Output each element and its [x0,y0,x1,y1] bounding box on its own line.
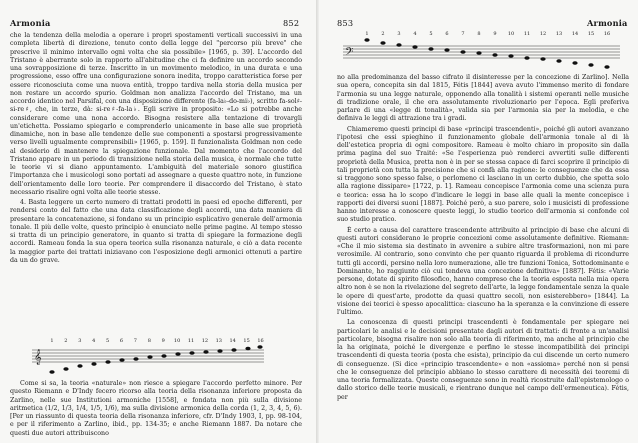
harmonic-number: 14 [571,31,579,37]
music-staff-figure [339,30,624,70]
harmonic-number: 10 [507,31,515,37]
paragraph: È certo a causa del carattere trascendente attribuito al principio di base che alcuni di questi autori considerano le proprie concezioni come assolutamente definitive. Riemann: «Che il mio sistema sia destinato in avvenire a subire altre trasformazioni, non mi pare verosimile. Al contrario, sono convinto che per quanto riguarda il problema di ricondurre tutti gli accordi, persino nella loro numerazione, alle tre funzioni Tonica, Sottodominante e Dominante, ho raggiunto ciò cui tendeva una concezione definitiva» [1887]. Fétis: «Varie persone, dotate di spirito filosofico, hanno compreso che la teoria esposta nella mia opera altro non è se non la rivelazione del segreto dell'arte, la legge fondamentale senza la quale le opere di quest'arte, prodotte da quasi quattro secoli, non esisterebbero» [1844]. La visione dei teorici è spesso apocalittica: ciascuno ha la speranza e la convinzione di essere l'ultimo. [337,226,629,316]
harmonic-number: 12 [201,338,209,344]
harmonic-number: 13 [555,31,563,37]
paragraph: Chiameremo questi principi di base «principi trascendenti», poiché gli autori avanzano l'ipotesi che essi spieghino il funzionamento globale dell'armonia tonale al di là dell'estetica propria di ogni compositore. Rameau è molto chiaro in proposito sin dalla prima pagina del suo Traité: «Se l'esperienza può renderci avvertiti sulle differenti proprietà della Musica, pretta non è in per se stessa capace di farci scoprire il principio di tali proprietà con tutta la precisione che si confà alla ragione: le conseguenze che da essa si traggono sono spesso false, o perlomeno ci lasciano in un certo dubbio, che spetta solo alla ragione dissipare» [1722, p. 1]. Rameau concepisce l'armonia come una scienza pura e teorica: essa ha lo scopo d'indicare le leggi in base alle quali la mente concepisce i rapporti dei diversi suoni [1887]. Poiché però, a suo parere, solo i musicisti di professione hanno interesse a conoscere queste leggi, lo studio teorico dell'armonia si confonde col suo studio pratico. [337,125,629,224]
svg-text:𝄢: 𝄢 [345,46,354,61]
harmonic-number: 8 [147,338,151,344]
page-number-left: 852 [283,18,300,28]
harmonic-number: 10 [173,338,181,344]
harmonic-number: 12 [539,31,547,37]
harmonic-number: 13 [215,338,222,344]
paragraph: La conoscenza di questi principi trascendenti è fondamentale per spiegare nei particolari le analisi e le decisioni presentate dagli autori di trattati: di fronte a un'analisi particolare, bisogna risalire non solo alla teoria di riferimento, ma anche al principio che la ha originata, poiché le divergenze e perfino le stesse incompatibilità dei principi trascendenti di questa teoria (posta che esista), principio da cui discende un certo numero di conseguenze. (Si dice «principio trascendente» e non «assioma» perché non si pensi che le conseguenze del principio abbiano lo stesso carattere di necessità dei teoremi di una teoria formalizzata. Queste conseguenze sono in realtà ricostruite dall'epistemologo o dallo storico delle teorie musicali, e rientrano dunque nel campo dell'ermeneutica). Fétis, per [337,319,629,401]
harmonic-number: 7 [133,338,137,344]
harmonic-number: 5 [429,31,433,37]
left-body-lower [10,380,302,438]
harmonic-number: 8 [477,31,481,37]
paragraph: no alla predominanza del basso cifrato il disinteresse per la concezione di Zarlino]. Nella sua opera, concepita sin dal 1815, Fétis [1844] aveva avuto l'immenso merito di fondare l'armonia su una legge naturale, opponendo alla tonalità i sistemi operanti nelle musiche di tradizione orale, il che era assolutamente rivoluzionario per l'epoca. Egli preferiva parlare di una «legge di tonalità», valida sia per l'armonia sia per la melodia, e che definiva le leggi di attrazione tra i gradi. [337,74,629,123]
music-staff-figure [28,336,268,376]
harmonic-number: 6 [445,31,449,37]
left-body-upper [10,32,302,265]
paragraph: che la tendenza della melodia a operare i propri spostamenti verticali successivi in una completa libertà di direzione, tenuto conto della legge del "percorso più breve" che prescrive il minimo intervallo ogni volta che sia possibile» [1965, p. 39]. L'accordo del Tristano è aberrante solo in rapporto all'abitudine che ci fa definire un accordo secondo una sovrapposizione di terze. Inscritto in un movimento melodico, in una durata e una progressione, esso offre una configurazione sonora inedita, troppo caratteristica forse per essere riconosciuta come una nuova entità, troppo tardiva nella storia della musica per non restare un accordo spurio. Goldman non analizza l'accordo del Tristano, ma un accordo identico nel Parsifal, con una disposizione differente (fa-la♭-do-mi♭), scritto fa-sol♯-si-re♯, che, in terze, dà: si-re♯-fa-la♭. Egli scrive in proposito: «Lo si potrebbe anche considerare come una nona accordo. Bisogna resistere alla tentazione di trovargli un'etichetta. Possiamo spiegarlo e comprenderlo unicamente in base alle sue proprietà dinamiche, non in base alle tendenze delle sue componenti a spostarsi progressivamente verso livelli ugualmente comprensibili» [1965, p. 159]. Il funzionalista Goldman non cede al desiderio di mantenere la spiegazione funzionale. Dal momento che l'accordo del Tristano appare in un periodo di transizione nella storia della musica, è normale che tutte le teorie vi si diano appuntamento. L'ambiguità del materiale sonoro giustifica l'importanza che i musicologi sono portati ad assegnare a queste quattro note, in funzione dell'orientamento delle loro teorie. Per comprendere il disaccordo del Tristano, è stato necessario risalire ogni volta alle teorie stesse. [10,32,302,196]
harmonic-series-staff-right [339,30,624,70]
paragraph: 4. Basta leggere un certo numero di trattati prodotti in paesi ed epoche differenti, per rendersi conto del fatto che una data classificazione degli accordi, una data maniera di presentare la concatenazione, si fondano su un principio esplicativo generale dell'armonia tonale. Il più delle volte, questo principio è enunciato nelle prime pagine. Al tempo stesso si tratta di un principio generatore, in quanto si tratta di spiegare la formazione degli accordi. Rameau fonda la sua opera teorica sulla risonanza naturale, e ciò a data recente la maggior parte dei trattati iniziavano con l'esposizione degli armonici ottenuti a partire da un do grave. [10,199,302,264]
right-body [337,74,629,402]
harmonic-number: 16 [257,338,264,344]
running-title-left: Armonia [10,18,51,28]
svg-text:𝄞: 𝄞 [34,350,42,365]
harmonic-number: 2 [64,338,68,344]
harmonic-number: 9 [493,31,497,37]
harmonic-number: 5 [106,338,110,344]
harmonic-number: 3 [397,31,401,37]
harmonic-number: 7 [461,31,465,37]
page-number-right: 853 [337,18,354,28]
running-title-right: Armonia [587,18,628,28]
harmonic-number: 14 [229,338,236,344]
harmonic-number: 1 [50,338,54,344]
harmonic-number: 15 [587,31,595,37]
harmonic-number: 9 [161,338,165,344]
harmonic-number: 2 [381,31,385,37]
harmonic-number: 4 [413,31,417,37]
harmonic-number: 16 [603,31,611,37]
paragraph: Come si sa, la teoria «naturale» non riesce a spiegare l'accordo perfetto minore. Per questo Riemann e D'Indy fecero ricorso alla teoria della risonanza inferiore proposta da Zarlino, nelle sue Institutioni armoniche [1558], e fondata non più sulla divisione aritmetica (1/2, 1/3, 1/4, 1/5, 1/6), ma sulla divisione armonica della corda (1, 2, 3, 4, 5, 6). [Per un riassunto di questa teoria della risonanza inferiore, cfr. D'Indy 1903, I, pp. 98-104, e per il riferimento a Zarlino, ibid., pp. 134-35; e anche Riemann 1887. Da notare che questi due autori attribuiscono [10,380,302,437]
harmonic-number: 6 [119,338,124,344]
harmonic-number: 1 [365,31,369,37]
harmonic-series-staff-left [28,336,268,376]
harmonic-number: 4 [92,338,96,344]
harmonic-number: 11 [523,31,531,37]
harmonic-number: 11 [187,338,195,344]
harmonic-number: 15 [243,338,250,344]
right-page [319,0,638,443]
harmonic-number: 3 [78,338,82,344]
